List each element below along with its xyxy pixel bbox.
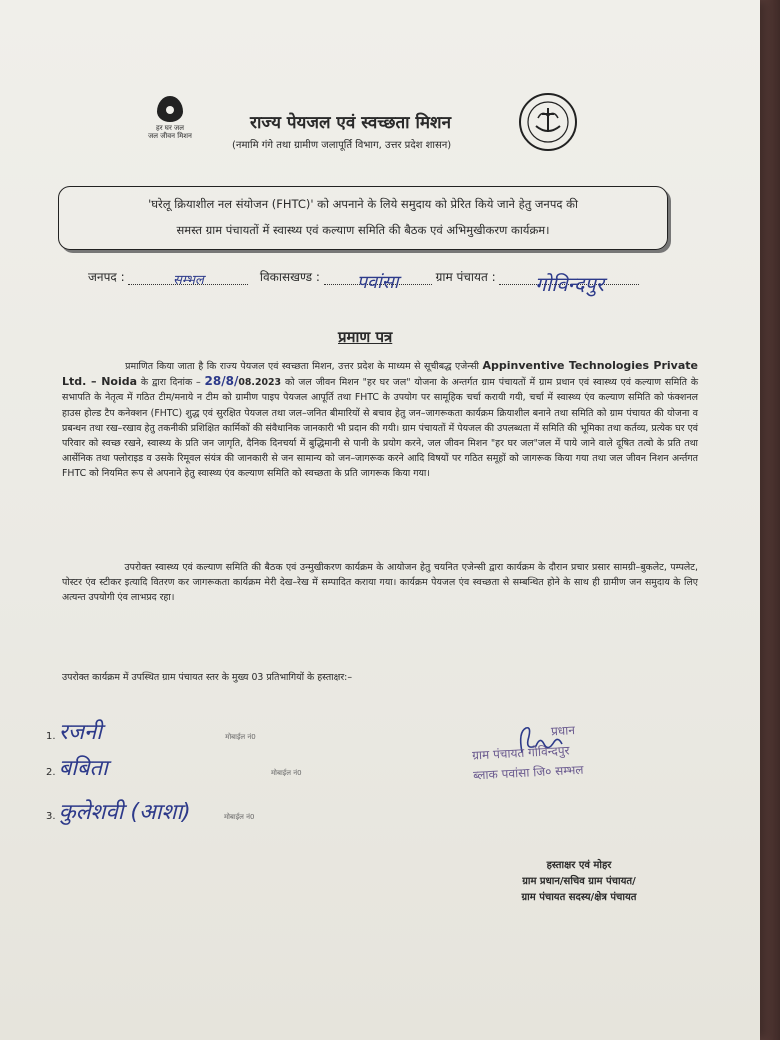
- logo-caption-1: हर घर जल: [156, 124, 184, 132]
- participant-signature: बबिता: [58, 756, 108, 781]
- footer-line-3: ग्राम पंचायत सदस्य/क्षेत्र पंचायत: [521, 892, 637, 903]
- para1-part-c: को जल जीवन मिशन "हर घर जल" योजना के अन्तर्गत ग्राम पंचायतों में ग्राम प्रधान एवं स्वास्थ्य एवं कल्याण समिति के सभापति के नेतृत्व में गठित टीम/मनाये न टीम को ग्रामीण पाइप पेयजल आपूर्ति तथा FHTC के उपयोग पर सामूहिक चर्चा करायी गयी, चर्चा में स्वास्थ्य एंव कल्याण समिति को फंक्शनल हाउस होल्ड टैप कनेक्शन (FHTC) शुद्ध एवं सुरक्षित पेयजल तथा जल–जनित बीमारियों से बचाव हेतु जन–जागरूकता कार्यक्रम क्रियाशील बनाने तथा समिति को ग्राम पंचायत की योजना व प्रबन्धन तथा रख–रखाव हेतु तकनीकी प्रशिक्षित कार्मिकों की संवैधानिक जानकारी भी प्रदान की गयी। ग्राम पंचायतों में पेयजल की उपलब्धता में समिति की भूमिका तथा कर्तव्य, प्रत्येक घर एवं परिवार को स्वच्छ रखने, स्वास्थ्य के प्रति जन जागृति, दैनिक दिनचर्या में बुद्धिमानी से पानी के प्रयोग करने, जल जीवन मिशन "हर घर जल"जल में पाये जाने वाले दूषित तत्वो के प्रति तथा आर्सेनिक तथा फ्लोराइड व उसके रिमूवल संयंत्र की जानकारी से जन सामान्य को जन–जागरूक करने आदि विषयों पर गठित समूहों को जागरूक किया गया तथा जल जीवन निशन अर्न्तगत FHTC को नियमित रूप से अपनाने हेतु स्वास्थ्य एंव कल्याण समिति को स्वच्छता के प्रति जागरूक किया गया।: [62, 377, 699, 480]
- signature-caption: [494, 858, 664, 906]
- jal-jeevan-mission-logo: [140, 96, 200, 140]
- para2-text: उपरोक्त स्वास्थ्य एवं कल्याण समिति की बैठक एवं उन्मुखीकरण कार्यक्रम के आयोजन हेतु चयनित एजेन्सी द्वारा कार्यक्रम के दौरान प्रचार प्रसार सामग्री–बुकलेट, पम्पलेट, पोस्टर एंव स्टीकर इत्यादि वितरण कर जागरूकता कार्यक्रम मेरी देख–रेख में सम्पादित कराया गया। कार्यक्रम पेयजल एंव स्वच्छता से सम्बन्धित होने के साथ ही ग्रामीण जन समुदाय के लिए अत्यन्त उपयोगी एंव लाभप्रद रहा।: [62, 562, 698, 604]
- agency-name: Appinventive Technologies Private Ltd. – Noida: [62, 359, 698, 389]
- participant-signature: रजनी: [58, 720, 102, 745]
- stamp-line-2: ग्राम पंचायत गोविन्दपुर: [471, 743, 570, 763]
- para1-part-a: प्रमाणित किया जाता है कि राज्य पेयजल एवं स्वच्छता मिशन, उत्तर प्रदेश के माध्यम से सूचीबद्ध एजेन्सी: [125, 361, 479, 372]
- district-label: जनपद :: [88, 270, 125, 284]
- official-stamp: [471, 715, 684, 786]
- para1-part-b: के द्वारा दिनांक –: [140, 377, 201, 389]
- certificate-paragraph-2: [62, 560, 698, 606]
- certificate-title: प्रमाण पत्र: [338, 328, 393, 346]
- page-subtitle: (नमामि गंगे तथा ग्रामीण जलापूर्ति विभाग, उत्तर प्रदेश शासन): [232, 140, 452, 151]
- certificate-paragraph-1: [62, 358, 698, 482]
- date-printed: 08.2023: [238, 377, 282, 389]
- participant-number: 1.: [46, 731, 56, 742]
- participant-row-2: [46, 752, 302, 782]
- program-banner: [58, 186, 668, 250]
- participant-row-1: [46, 716, 256, 746]
- block-value: पवांसा: [356, 272, 399, 293]
- emblem-icon: [518, 92, 578, 152]
- footer-line-2: ग्राम प्रधान/सचिव ग्राम पंचायत/: [522, 876, 636, 887]
- location-fields: [88, 268, 708, 296]
- participant-row-3: [46, 796, 255, 826]
- footer-line-1: हस्ताक्षर एवं मोहर: [546, 860, 612, 871]
- mobile-label: मोबाईल नं0: [270, 769, 302, 777]
- participant-signature: कुलेशवी (आशा): [58, 800, 191, 825]
- participant-number: 2.: [46, 767, 56, 778]
- participant-number: 3.: [46, 811, 56, 822]
- stamp-line-3: ब्लाक पवांसा जि० सम्भल: [472, 762, 584, 783]
- panchayat-label: ग्राम पंचायत :: [435, 270, 496, 284]
- block-label: विकासखण्ड :: [259, 270, 320, 284]
- banner-line-1: 'घरेलू क्रियाशील नल संयोजन (FHTC)' को अपनाने के लिये समुदाय को प्रेरित किये जाने हेतु जनपद की: [148, 197, 578, 211]
- mobile-label: मोबाईल नं0: [223, 813, 255, 821]
- district-value: सम्भल: [173, 273, 204, 288]
- date-handwritten: 28/8/: [204, 374, 239, 389]
- logo-caption-2: जल जीवन मिशन: [148, 132, 192, 140]
- stamp-line-1: प्रधान: [550, 723, 576, 739]
- participants-intro: उपरोक्त कार्यक्रम में उपस्थित ग्राम पंचायत स्तर के मुख्य 03 प्रतिभागियों के हस्ताक्षर:–: [62, 672, 353, 683]
- water-drop-icon: [157, 96, 183, 122]
- mobile-label: मोबाईल नं0: [225, 733, 256, 741]
- banner-line-2: समस्त ग्राम पंचायतों में स्वास्थ्य एवं कल्याण समिति की बैठक एवं अभिमुखीकरण कार्यक्रम।: [176, 223, 550, 237]
- page-title: राज्य पेयजल एवं स्वच्छता मिशन: [250, 113, 452, 133]
- panchayat-value: गोविन्दपुर: [534, 272, 605, 296]
